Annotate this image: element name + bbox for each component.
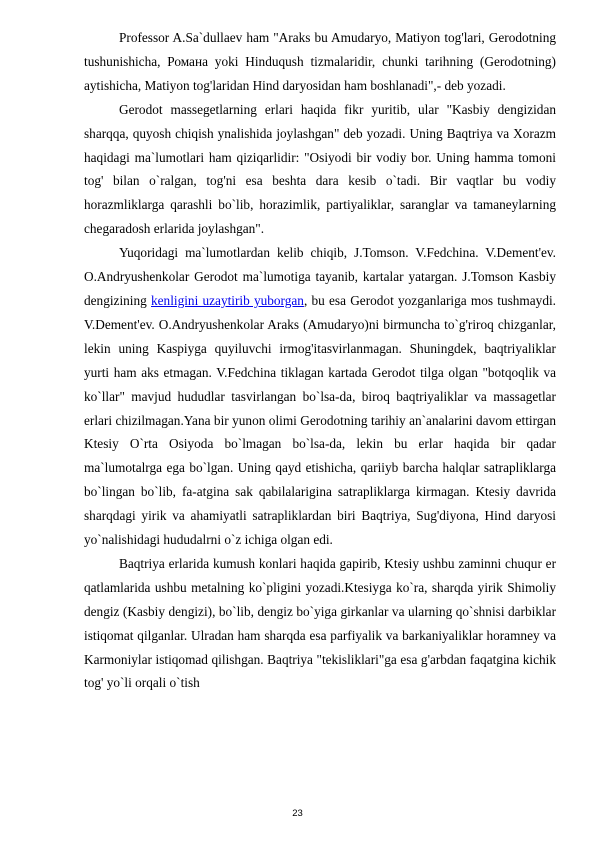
paragraph-text-after-link: , bu esa Gerodot yozganlariga mos tushmaydi. V.Dement'ev. O.Andryushenkolar Araks (Amudaryo)ni birmuncha to`g'riroq chizganlar, lekin uning Kaspiyga quyiluvchi irmog'itasvirlanmagan. Shuningdek, baqtriyaliklar yurti ham aks etmagan. V.Fedchina tiklagan kartada Gerodot tilga olgan "botqoqlik va ko`llar" mavjud hududlar tasvirlangan bo`lsa-da, biroq baqtriyaliklar va massagetlar erlari chizilmagan.Yana bir yunon olimi Gerodotning tarihiy an`analarini davom ettirgan Ktesiy O`rta Osiyoda bo`lmagan bo`lsa-da, lekin bu erlar haqida bir qadar ma`lumotalrga ega bo`lgan. Uning qayd etishicha, qariiyb barcha halqlar satrapliklarga bo`lingan bo`lib, fa-atgina sak qabilalarigina satrapliklarga kirmagan. Ktesiy davrida sharqdagi yirik va ahamiyatli satrapliklardan biri Baqtriya, Sug'diyona, Hind daryosi yo`nalishidagi hududalrni o`z ichiga olgan edi.	[84, 292, 556, 548]
paragraph-gerodot-massagets: Gerodot massegetlarning erlari haqida fikr yuritib, ular "Kasbiy dengizidan sharqqa, quyosh chiqish ynalishida joylashgan" deb yozadi. Uning Baqtriya va Xorazm haqidagi ma`lumotlari ham qiziqarlidir: "Osiyodi bir vodiy bor. Uning hamma tomoni tog' bilan o`ralgan, tog'ni esa beshta dara kesib o`tadi. Bir vaqtlar bu vodiy horazmliklarga qarashli bo`lib, horazimlik, partiyaliklar, saranglar va tamaneylarning chegaradosh erlarida joylashgan".	[84, 101, 556, 237]
paragraph-maps-and-ktesiy	[84, 241, 556, 552]
page-number: 23	[292, 808, 303, 819]
document-page	[84, 26, 556, 695]
paragraph-baqtriya-silver: Baqtriya erlarida kumush konlari haqida gapirib, Ktesiy ushbu zaminni chuqur er qatlamlarida ushbu metalning ko`pligini yozadi.Ktesiyga ko`ra, sharqda yirik Shimoliy dengiz (Kasbiy dengizi), bo`lib, dengiz bo`yiga girkanlar va ularning qo`shnisi darbiklar istiqomat qilganlar. Ulradan ham sharqda esa parfiyalik va barkaniyaliklar horamney va Karmoniylar istiqomad qilishgan. Baqtriya "tekisliklari"ga esa g'arbdan faqatgina kichik tog' yo`li orqali o`tish	[84, 555, 556, 691]
hyperlink-kenligini-uzaytirib[interactable]: kenligini uzaytirib yuborgan	[151, 292, 304, 308]
paragraph-sadullaev-quote: Professor A.Sa`dullaev ham "Araks bu Amudaryo, Matiyon tog'lari, Gerodotning tushunishicha, Романа yoki Hinduqush tizmalaridir, chunki tarihning (Gerodotning) aytishicha, Matiyon tog'laridan Hind daryosidan ham boshlanadi",- deb yozadi.	[84, 30, 556, 93]
paragraph-text-before-link: Yuqoridagi ma`lumotlardan kelib chiqib, J.Tomson. V.Fedchina. V.Dement'ev. O.Andryushenkolar Gerodot ma`lumotiga tayanib, kartalar yatargan. J.Tomson Kasbiy dengizining	[84, 245, 556, 308]
